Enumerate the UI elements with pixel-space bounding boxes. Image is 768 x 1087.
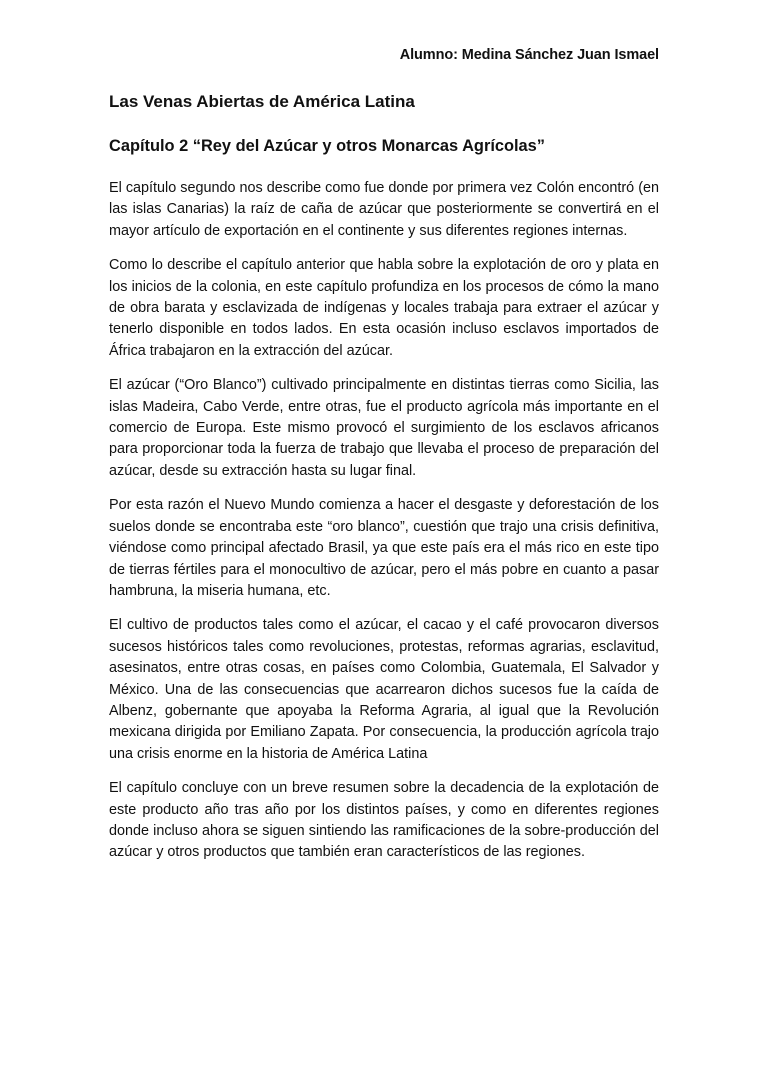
author-header: Alumno: Medina Sánchez Juan Ismael [399, 47, 659, 63]
document-body [109, 178, 659, 877]
document-page [109, 0, 659, 1087]
paragraph-3: El azúcar (“Oro Blanco”) cultivado principalmente en distintas tierras como Sicilia, las islas Madeira, Cabo Verde, entre otras, fue el producto agrícola más importante en el comercio de Europa. Este mismo provocó el surgimiento de los esclavos africanos para proporcionar toda la fuerza de trabajo que llevaba el proceso de preparación del azúcar, desde su extracción hasta su lugar final. [109, 377, 659, 479]
paragraph-5: El cultivo de productos tales como el azúcar, el cacao y el café provocaron diversos sucesos históricos tales como revoluciones, protestas, reformas agrarias, esclavitud, asesinatos, entre otras cosas, en países como Colombia, Guatemala, El Salvador y México. Una de las consecuencias que acarrearon dichos sucesos fue la caída de Albenz, gobernante que apoyaba la Reforma Agraria, al igual que la Revolución mexicana dirigida por Emiliano Zapata. Por consecuencia, la producción agrícola trajo una crisis enorme en la historia de América Latina [109, 617, 659, 762]
paragraph-4: Por esta razón el Nuevo Mundo comienza a hacer el desgaste y deforestación de los suelos donde se encontraba este “oro blanco”, cuestión que trajo una crisis definitiva, viéndose como principal afectado Brasil, ya que este país era el más rico en este tipo de tierras fértiles para el monocultivo de azúcar, pero el más pobre en cuanto a pasar hambruna, la miseria humana, etc. [109, 497, 659, 599]
paragraph-6: El capítulo concluye con un breve resumen sobre la decadencia de la explotación de este producto año tras año por los distintos países, y como en diferentes regiones donde incluso ahora se siguen sintiendo las ramificaciones de la sobre-producción del azúcar y otros productos que también eran característicos de las regiones. [109, 780, 659, 861]
document-title: Las Venas Abiertas de América Latina [109, 92, 415, 111]
chapter-heading: Capítulo 2 “Rey del Azúcar y otros Monarcas Agrícolas” [109, 137, 545, 155]
paragraph-2: Como lo describe el capítulo anterior que habla sobre la explotación de oro y plata en los inicios de la colonia, en este capítulo profundiza en los procesos de cómo la mano de obra barata y esclavizada de indígenas y locales trabaja para extraer el azúcar y tenerlo disponible en todos lados. En esta ocasión incluso esclavos importados de África trabajaron en la extracción del azúcar. [109, 257, 659, 359]
paragraph-1: El capítulo segundo nos describe como fue donde por primera vez Colón encontró (en las islas Canarias) la raíz de caña de azúcar que posteriormente se convertirá en el mayor artículo de exportación en el continente y sus diferentes regiones internas. [109, 180, 659, 239]
